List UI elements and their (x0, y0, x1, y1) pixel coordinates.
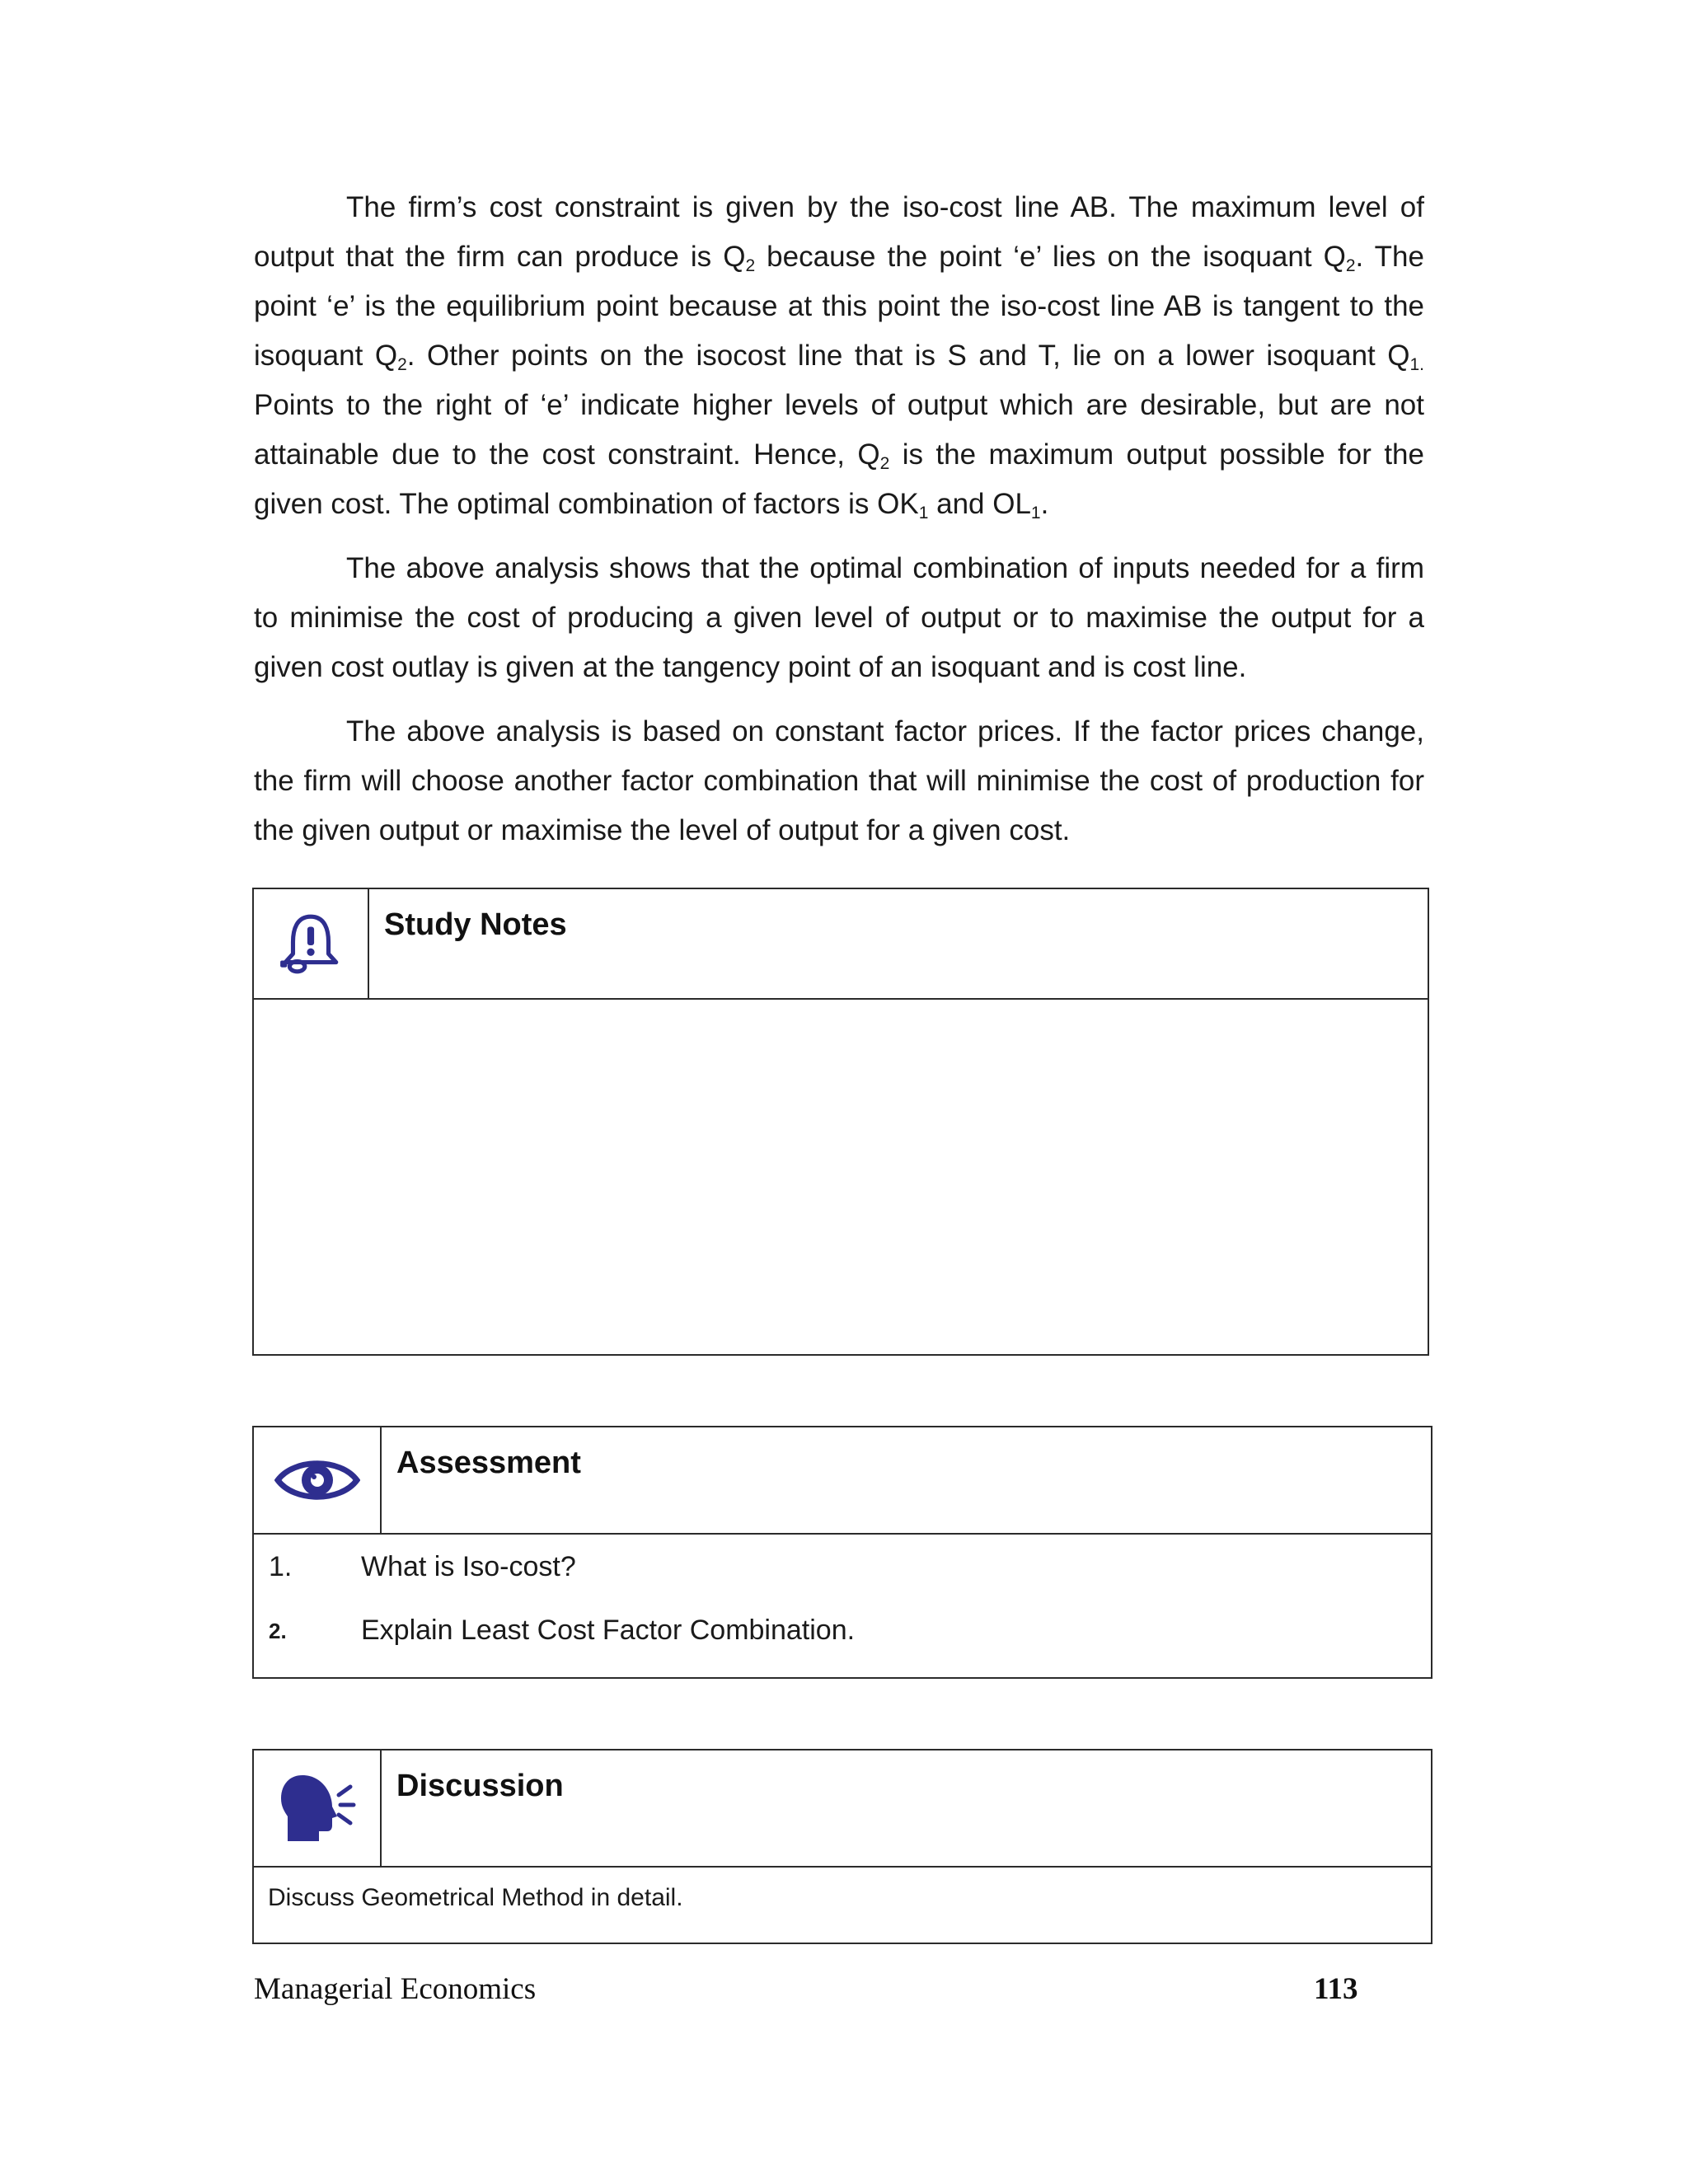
assessment-box (252, 1426, 1432, 1679)
assessment-header (254, 1427, 1431, 1535)
speaking-head-icon (278, 1772, 357, 1844)
study-notes-header (254, 889, 1428, 1000)
discussion-header (254, 1750, 1431, 1868)
eye-icon (274, 1453, 360, 1507)
assessment-list: 1. What is Iso-cost? 2. Explain Least Cost Factor Combination. (269, 1551, 856, 1646)
assessment-title: Assessment (396, 1446, 581, 1480)
body-text (254, 183, 1424, 870)
alert-bell-icon (277, 910, 345, 977)
assessment-icon-cell (254, 1427, 382, 1533)
study-notes-box (252, 888, 1429, 1356)
discussion-text: Discuss Geometrical Method in detail. (268, 1884, 683, 1911)
discussion-icon-cell (254, 1750, 382, 1866)
footer-page-number: 113 (1314, 1972, 1358, 2006)
discussion-title: Discussion (396, 1769, 564, 1803)
paragraph-2: The above analysis shows that the optimal combination of inputs needed for a firm to minimise the cost of producing a given level of output or to maximise the output for a given cost outlay is given at the tangency point of an isoquant and is cost line. (254, 552, 1424, 683)
study-notes-title: Study Notes (384, 907, 567, 942)
paragraph-3: The above analysis is based on constant factor prices. If the factor prices change, the firm will choose another factor combination that will minimise the cost of production for the given output or maximise the level of output for a given cost. (254, 715, 1424, 846)
discussion-box (252, 1749, 1432, 1944)
paragraph-1: The firm’s cost constraint is given by the iso-cost line AB. The maximum level of output that the firm can produce is $Q_2$ because the point ‘e’ lies on the isoquant $Q_2$. The point ‘e’ is the equilibrium point because at this point the iso-cost line AB is tangent to the isoquant $Q_2$. Other points on the isocost line that is S and T, lie on a lower isoquant $Q_{1.}$ Points to the right of ‘e’ indicate higher levels of output which are desirable, but are not attainable due to the cost constraint. Hence, $Q_2$ is the maximum output possible for the given cost. The optimal combination of factors is $OK_1$ and $OL_1$. (254, 191, 1424, 523)
study-notes-icon-cell (254, 889, 369, 998)
footer-book-title: Managerial Economics (254, 1972, 537, 2006)
